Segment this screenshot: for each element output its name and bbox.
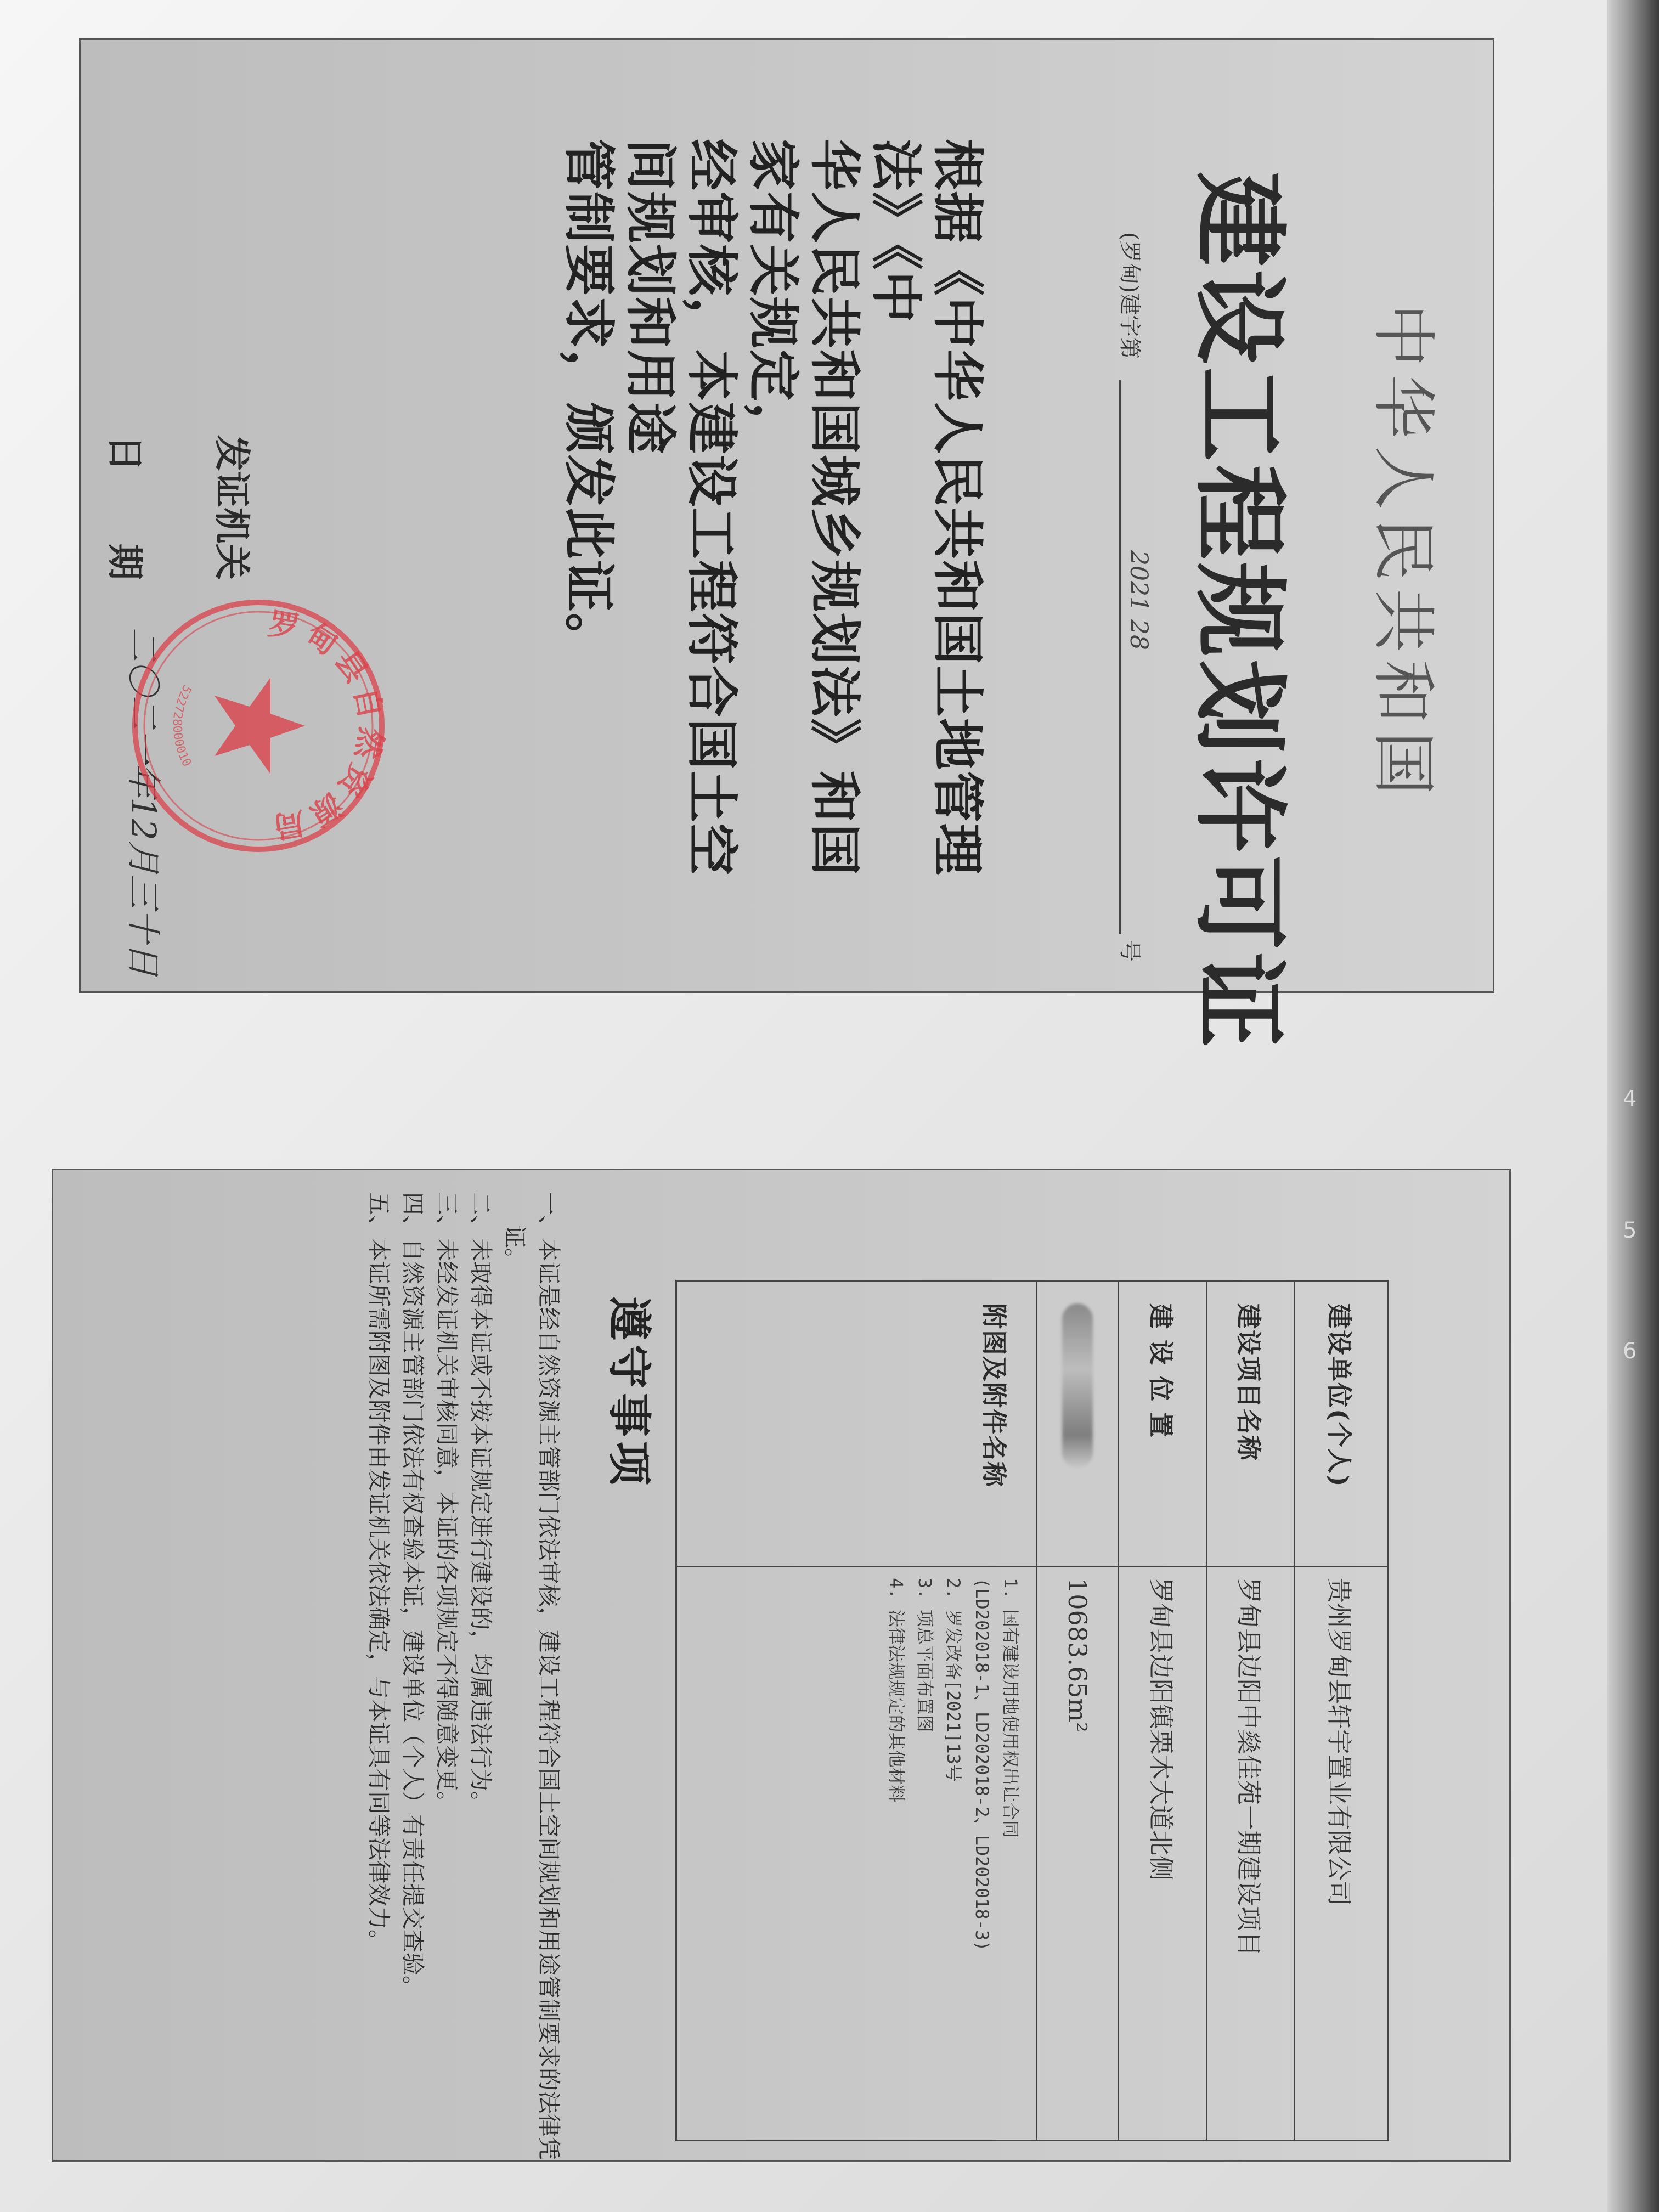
table-row <box>1206 1282 1294 2140</box>
body-line: 经审核，本建设工程符合国土空间规划和用途 <box>620 139 742 877</box>
attachment-item: (LD202018-1、LD202018-2、LD202018-3) <box>972 1578 992 1951</box>
row-value: 10683.65m² <box>1063 1578 1092 1733</box>
edge-mark: 4 <box>1623 1086 1637 1111</box>
notes-list <box>362 1192 566 2163</box>
row-label: 附图及附件名称 <box>676 1282 1036 1567</box>
row-value: 罗甸县边阳镇栗木大道北侧 <box>1146 1578 1176 1881</box>
row-label: 建 设 位 置 <box>1119 1282 1206 1567</box>
number-suffix: 号 <box>1117 940 1142 962</box>
notes-title: 遵守事项 <box>603 1296 655 1489</box>
body-line: 华人民共和国城乡规划法》和国家有关规定， <box>743 139 865 877</box>
seal-star <box>215 678 305 774</box>
body-line: 管制要求，颁发此证。 <box>558 139 619 666</box>
table-row <box>1294 1282 1387 2140</box>
table-row <box>1118 1282 1206 2140</box>
number-underline <box>1119 380 1121 934</box>
seal-number: 522728000010 <box>170 682 194 769</box>
certificate-title: 建设工程规划许可证 <box>1184 172 1295 1051</box>
date-label: 日 期 <box>104 435 146 580</box>
note-item: 三、未经发证机关审核同意，本证的各项规定不得随意变更。 <box>433 1192 460 1815</box>
row-label: 建设单位(个人) <box>1295 1282 1387 1567</box>
certificate-back <box>52 1169 1511 2162</box>
date-value: 二〇二一年12月三十日 <box>123 627 163 977</box>
issuer-label: 发证机关 <box>211 435 253 580</box>
country-name: 中华人民共和国 <box>1366 303 1440 803</box>
seal-text: 罗甸县自然资源局 <box>266 605 390 847</box>
info-table <box>675 1280 1389 2141</box>
row-label-redacted <box>1037 1282 1118 1567</box>
redacted-label <box>1062 1304 1093 1468</box>
edge-mark: 5 <box>1623 1218 1637 1243</box>
body-line: 根据《中华人民共和国土地管理法》《中 <box>866 139 988 877</box>
attachment-item: 4. 法律法规规定的其他材料 <box>886 1578 907 1803</box>
certificate-body <box>558 139 988 923</box>
row-value: 罗甸县边阳中燊佳苑一期建设项目 <box>1234 1578 1263 1956</box>
certificate-number <box>1109 232 1153 962</box>
note-item: 四、自然资源主管部门依法有权查验本证，建设单位（个人）有责任提交查验。 <box>399 1192 426 1999</box>
attachment-list <box>882 1578 1025 1951</box>
note-item: 二、未取得本证或不按本证规定进行建设的，均属违法行为。 <box>467 1192 494 1815</box>
table-row-attachments <box>676 1282 1036 2140</box>
table-row <box>1036 1282 1118 2140</box>
note-item: 一、本证是经自然资源主管部门依法审核，建设工程符合国土空间规划和用途管制要求的法律凭证。 <box>501 1192 562 2160</box>
number-prefix: (罗甸)建字第 <box>1117 232 1142 359</box>
attachment-item: 2. 罗发改备[2021]13号 <box>943 1578 964 1782</box>
edge-mark: 6 <box>1623 1339 1637 1364</box>
note-item: 五、本证所需附图及附件由发证机关依法确定，与本证具有同等法律效力。 <box>365 1192 392 1953</box>
number-value: 2021 28 <box>1125 550 1153 650</box>
attachment-item: 1. 国有建设用地使用权出让合同 <box>1000 1578 1021 1838</box>
row-value: 贵州罗甸县轩宇置业有限公司 <box>1324 1578 1354 1906</box>
attachment-item: 3. 项总平面布置图 <box>915 1578 935 1733</box>
official-seal <box>121 589 396 863</box>
row-label: 建设项目名称 <box>1207 1282 1294 1567</box>
certificate-front <box>79 38 1494 1051</box>
